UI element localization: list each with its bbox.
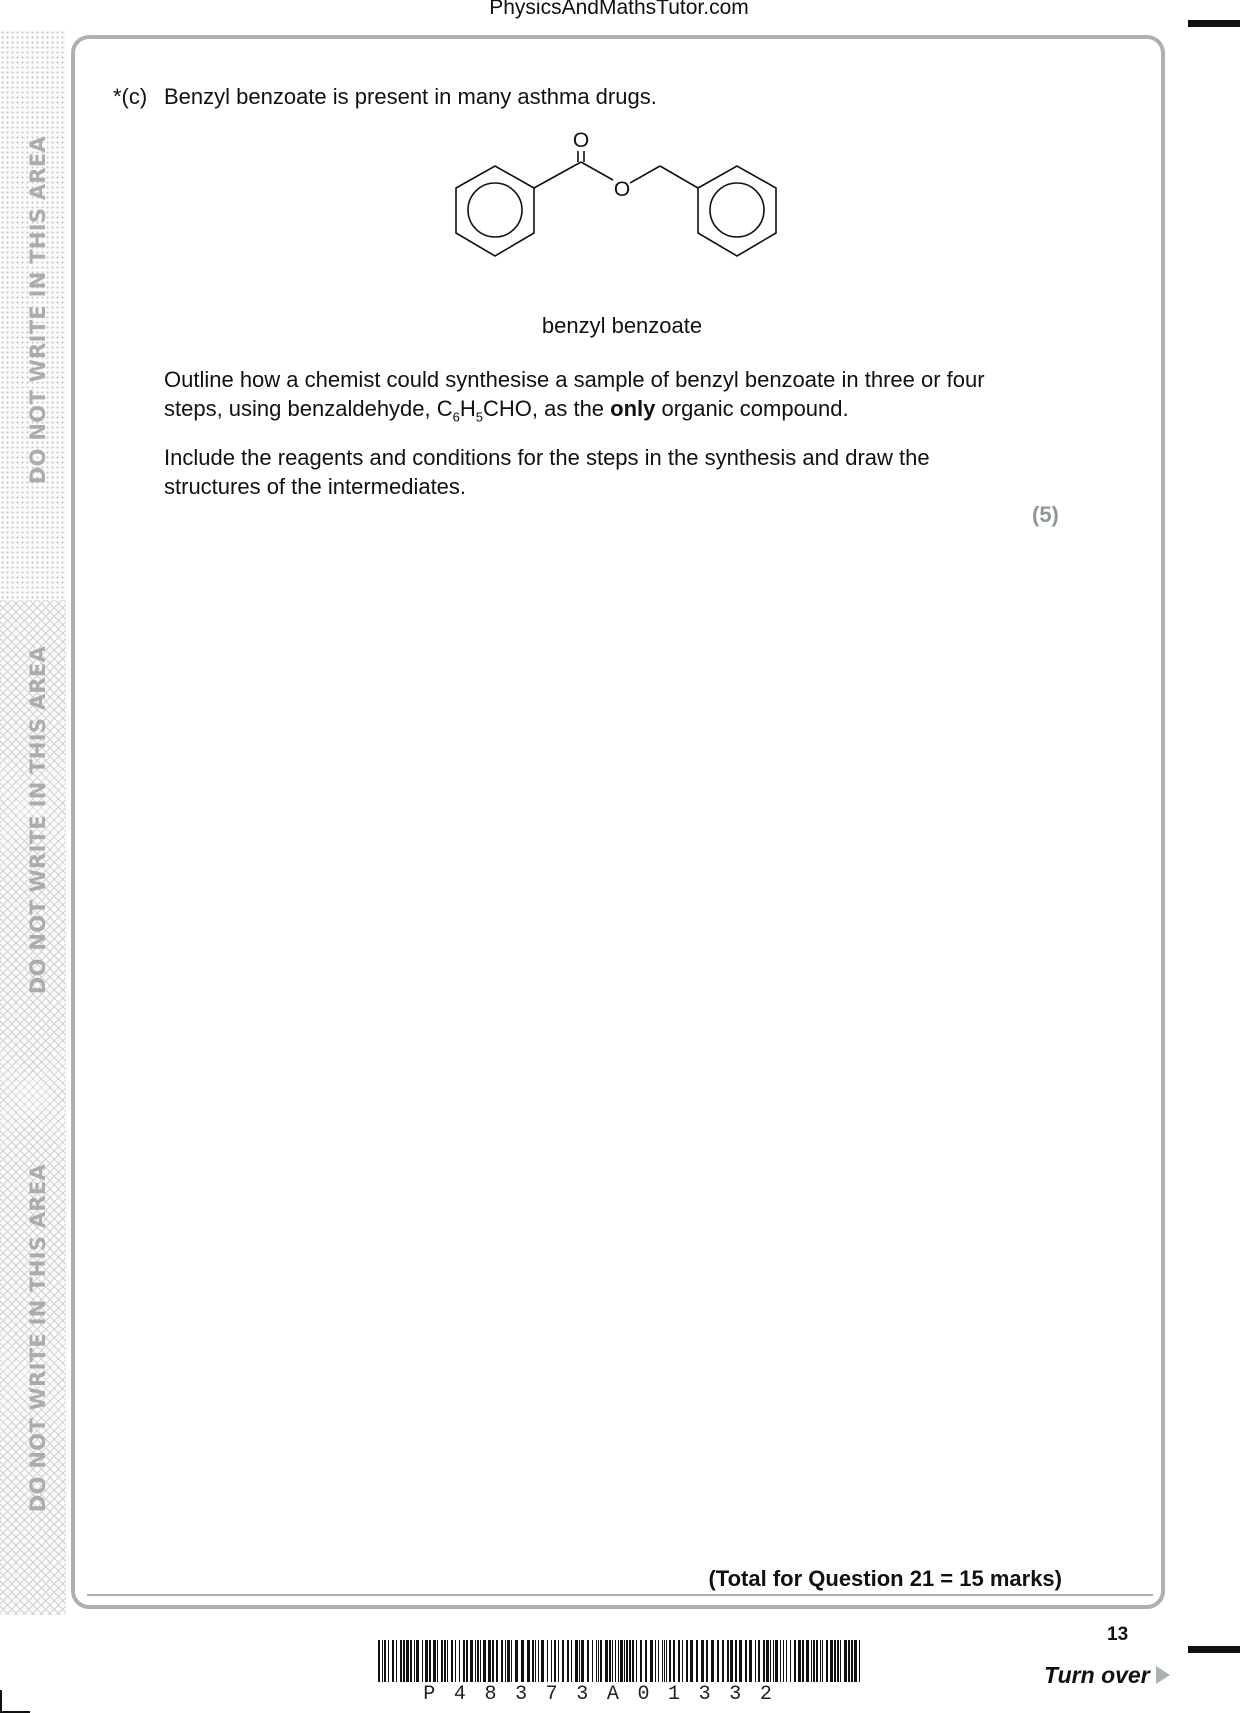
barcode-bar xyxy=(636,1640,637,1682)
marks-available: (5) xyxy=(1032,502,1059,527)
barcode-digit: 0 xyxy=(637,1683,650,1706)
barcode-bar xyxy=(507,1640,510,1682)
barcode-bar xyxy=(414,1640,415,1682)
barcode-bar xyxy=(706,1640,708,1682)
barcode-bar xyxy=(686,1640,688,1682)
barcode-bar xyxy=(581,1640,584,1682)
barcode-bar xyxy=(745,1640,747,1682)
barcode-bar xyxy=(763,1640,765,1682)
barcode-bar xyxy=(571,1640,572,1682)
barcode-bar xyxy=(650,1640,653,1682)
barcode-bar xyxy=(806,1640,809,1682)
barcode-digit: 7 xyxy=(545,1683,558,1706)
barcode-digit: 3 xyxy=(698,1683,711,1706)
barcode-bar xyxy=(396,1640,397,1682)
barcode xyxy=(378,1640,863,1682)
barcode-bar xyxy=(598,1640,599,1682)
barcode-bar xyxy=(632,1640,634,1682)
barcode-bar xyxy=(775,1640,778,1682)
barcode-bar xyxy=(816,1640,818,1682)
barcode-bar xyxy=(406,1640,409,1682)
barcode-bar xyxy=(730,1640,733,1682)
barcode-bar xyxy=(773,1640,774,1682)
barcode-bar xyxy=(629,1640,631,1682)
barcode-bar xyxy=(717,1640,719,1682)
barcode-bar xyxy=(678,1640,680,1682)
barcode-bar xyxy=(541,1640,544,1682)
barcode-bar xyxy=(798,1640,801,1682)
barcode-bar xyxy=(392,1640,394,1682)
do-not-write-warning-3: DO NOT WRITE IN THIS AREA xyxy=(26,1163,50,1513)
barcode-bar xyxy=(501,1640,503,1682)
barcode-bar xyxy=(562,1640,564,1682)
registration-mark-bottom xyxy=(1188,1646,1240,1653)
barcode-bar xyxy=(410,1640,412,1682)
barcode-bar xyxy=(682,1640,683,1682)
barcode-bar xyxy=(859,1640,860,1682)
barcode-bar xyxy=(567,1640,569,1682)
do-not-write-warning-2: DO NOT WRITE IN THIS AREA xyxy=(26,645,50,995)
question-label: *(c) xyxy=(113,84,148,109)
turn-over-label: Turn over xyxy=(1044,1662,1150,1688)
barcode-bar xyxy=(854,1640,857,1682)
barcode-bar xyxy=(532,1640,534,1682)
barcode-bar xyxy=(422,1640,423,1682)
barcode-bar xyxy=(813,1640,815,1682)
barcode-bar xyxy=(447,1640,448,1682)
barcode-digit: 8 xyxy=(484,1683,497,1706)
carbonyl-oxygen-label: O xyxy=(572,129,590,152)
barcode-bar xyxy=(505,1640,506,1682)
aromatic-circle-left xyxy=(468,183,522,237)
barcode-bar xyxy=(384,1640,386,1682)
bond-carbonyl-to-ester-o xyxy=(581,162,613,180)
barcode-bar xyxy=(612,1640,613,1682)
instruction-paragraph-2: Include the reagents and conditions for the steps in the synthesis and draw the structures of the intermediates. xyxy=(164,445,930,499)
barcode-bar xyxy=(463,1640,465,1682)
barcode-bar xyxy=(834,1640,836,1682)
bond-ring-to-carbonyl xyxy=(534,162,581,188)
barcode-bar xyxy=(600,1640,602,1682)
barcode-bar xyxy=(790,1640,791,1682)
barcode-digit: 3 xyxy=(576,1683,589,1706)
barcode-bar xyxy=(811,1640,812,1682)
turn-over-arrow-icon xyxy=(1156,1666,1170,1684)
barcode-bar xyxy=(722,1640,724,1682)
barcode-bar xyxy=(626,1640,628,1682)
barcode-bar xyxy=(470,1640,473,1682)
barcode-bar xyxy=(547,1640,548,1682)
barcode-bar xyxy=(521,1640,524,1682)
barcode-bar xyxy=(820,1640,821,1682)
barcode-digit: 4 xyxy=(453,1683,466,1706)
barcode-bar xyxy=(403,1640,405,1682)
barcode-bar xyxy=(496,1640,498,1682)
barcode-bar xyxy=(475,1640,476,1682)
barcode-digit: 2 xyxy=(759,1683,772,1706)
barcode-bar xyxy=(388,1640,389,1682)
do-not-write-warning-1: DO NOT WRITE IN THIS AREA xyxy=(26,135,50,485)
barcode-bar xyxy=(645,1640,647,1682)
barcode-bar xyxy=(433,1640,436,1682)
barcode-bar xyxy=(749,1640,752,1682)
ester-oxygen-label: O xyxy=(613,178,631,201)
barcode-bar xyxy=(770,1640,771,1682)
barcode-bar xyxy=(437,1640,438,1682)
barcode-bar xyxy=(624,1640,625,1682)
barcode-bar xyxy=(605,1640,608,1682)
barcode-bar xyxy=(615,1640,616,1682)
barcode-digit: 1 xyxy=(668,1683,681,1706)
barcode-bar xyxy=(480,1640,481,1682)
barcode-bar xyxy=(826,1640,828,1682)
page-number: 13 xyxy=(1107,1624,1129,1645)
barcode-bar xyxy=(758,1640,760,1682)
barcode-bar xyxy=(511,1640,512,1682)
barcode-bar xyxy=(655,1640,656,1682)
barcode-bar xyxy=(429,1640,431,1682)
bond-ch2-to-ring xyxy=(660,166,698,188)
barcode-bar xyxy=(783,1640,784,1682)
barcode-bar xyxy=(666,1640,667,1682)
barcode-bar xyxy=(673,1640,675,1682)
barcode-bar xyxy=(538,1640,539,1682)
barcode-bar xyxy=(830,1640,833,1682)
registration-mark-top xyxy=(1188,20,1240,27)
barcode-bar xyxy=(535,1640,536,1682)
barcode-bar xyxy=(425,1640,428,1682)
barcode-bar xyxy=(441,1640,443,1682)
barcode-bar xyxy=(662,1640,663,1682)
barcode-bar xyxy=(840,1640,841,1682)
site-header: PhysicsAndMathsTutor.com xyxy=(489,0,749,19)
barcode-bar xyxy=(735,1640,737,1682)
benzyl-benzoate-structure xyxy=(440,128,800,298)
barcode-bar xyxy=(382,1640,383,1682)
instruction-paragraph-1: Outline how a chemist could synthesise a sample of benzyl benzoate in three or four steps, using benzaldehyde, $C_6H_5CHO$, as the only organic compound. xyxy=(164,367,985,425)
crop-mark xyxy=(0,1690,30,1713)
barcode-bar xyxy=(727,1640,729,1682)
barcode-bar xyxy=(696,1640,698,1682)
barcode-digits xyxy=(414,1683,781,1706)
barcode-digit: 3 xyxy=(515,1683,528,1706)
barcode-bar xyxy=(701,1640,704,1682)
barcode-bar xyxy=(786,1640,787,1682)
barcode-bar xyxy=(802,1640,804,1682)
barcode-bar xyxy=(658,1640,659,1682)
question-total: (Total for Question 21 = 15 marks) xyxy=(708,1566,1062,1591)
barcode-bar xyxy=(444,1640,446,1682)
barcode-bar xyxy=(609,1640,611,1682)
barcode-bar xyxy=(551,1640,552,1682)
barcode-bar xyxy=(416,1640,419,1682)
barcode-bar xyxy=(822,1640,823,1682)
barcode-bar xyxy=(477,1640,479,1682)
barcode-bar xyxy=(587,1640,589,1682)
barcode-bar xyxy=(466,1640,468,1682)
barcode-bar xyxy=(664,1640,665,1682)
barcode-bar xyxy=(459,1640,460,1682)
barcode-bar xyxy=(455,1640,456,1682)
barcode-bar xyxy=(766,1640,769,1682)
barcode-bar xyxy=(579,1640,580,1682)
barcode-bar xyxy=(618,1640,619,1682)
barcode-bar xyxy=(592,1640,593,1682)
barcode-bar xyxy=(780,1640,781,1682)
barcode-bar xyxy=(844,1640,847,1682)
barcode-bar xyxy=(851,1640,853,1682)
bond-ester-o-to-ch2 xyxy=(630,166,660,183)
barcode-bar xyxy=(483,1640,486,1682)
barcode-bar xyxy=(794,1640,796,1682)
barcode-bar xyxy=(848,1640,850,1682)
barcode-bar xyxy=(488,1640,491,1682)
barcode-bar xyxy=(558,1640,559,1682)
barcode-bar xyxy=(640,1640,642,1682)
molecule-caption: benzyl benzoate xyxy=(541,313,703,338)
barcode-bar xyxy=(575,1640,578,1682)
barcode-bar xyxy=(755,1640,756,1682)
barcode-bar xyxy=(690,1640,693,1682)
barcode-digit: A xyxy=(606,1683,619,1706)
barcode-bar xyxy=(596,1640,597,1682)
barcode-digit: P xyxy=(423,1683,436,1706)
barcode-bar xyxy=(669,1640,671,1682)
barcode-bar xyxy=(400,1640,402,1682)
aromatic-circle-right xyxy=(710,183,764,237)
barcode-bar xyxy=(515,1640,518,1682)
barcode-digit: 3 xyxy=(729,1683,742,1706)
barcode-bar xyxy=(837,1640,839,1682)
frame-divider xyxy=(87,1594,1153,1596)
barcode-bar xyxy=(451,1640,453,1682)
barcode-bar xyxy=(527,1640,530,1682)
question-intro: Benzyl benzoate is present in many asthma drugs. xyxy=(164,84,657,109)
barcode-bar xyxy=(492,1640,494,1682)
barcode-bar xyxy=(711,1640,714,1682)
barcode-bar xyxy=(620,1640,623,1682)
barcode-bar xyxy=(739,1640,742,1682)
barcode-bar xyxy=(378,1640,380,1682)
barcode-bar xyxy=(554,1640,556,1682)
